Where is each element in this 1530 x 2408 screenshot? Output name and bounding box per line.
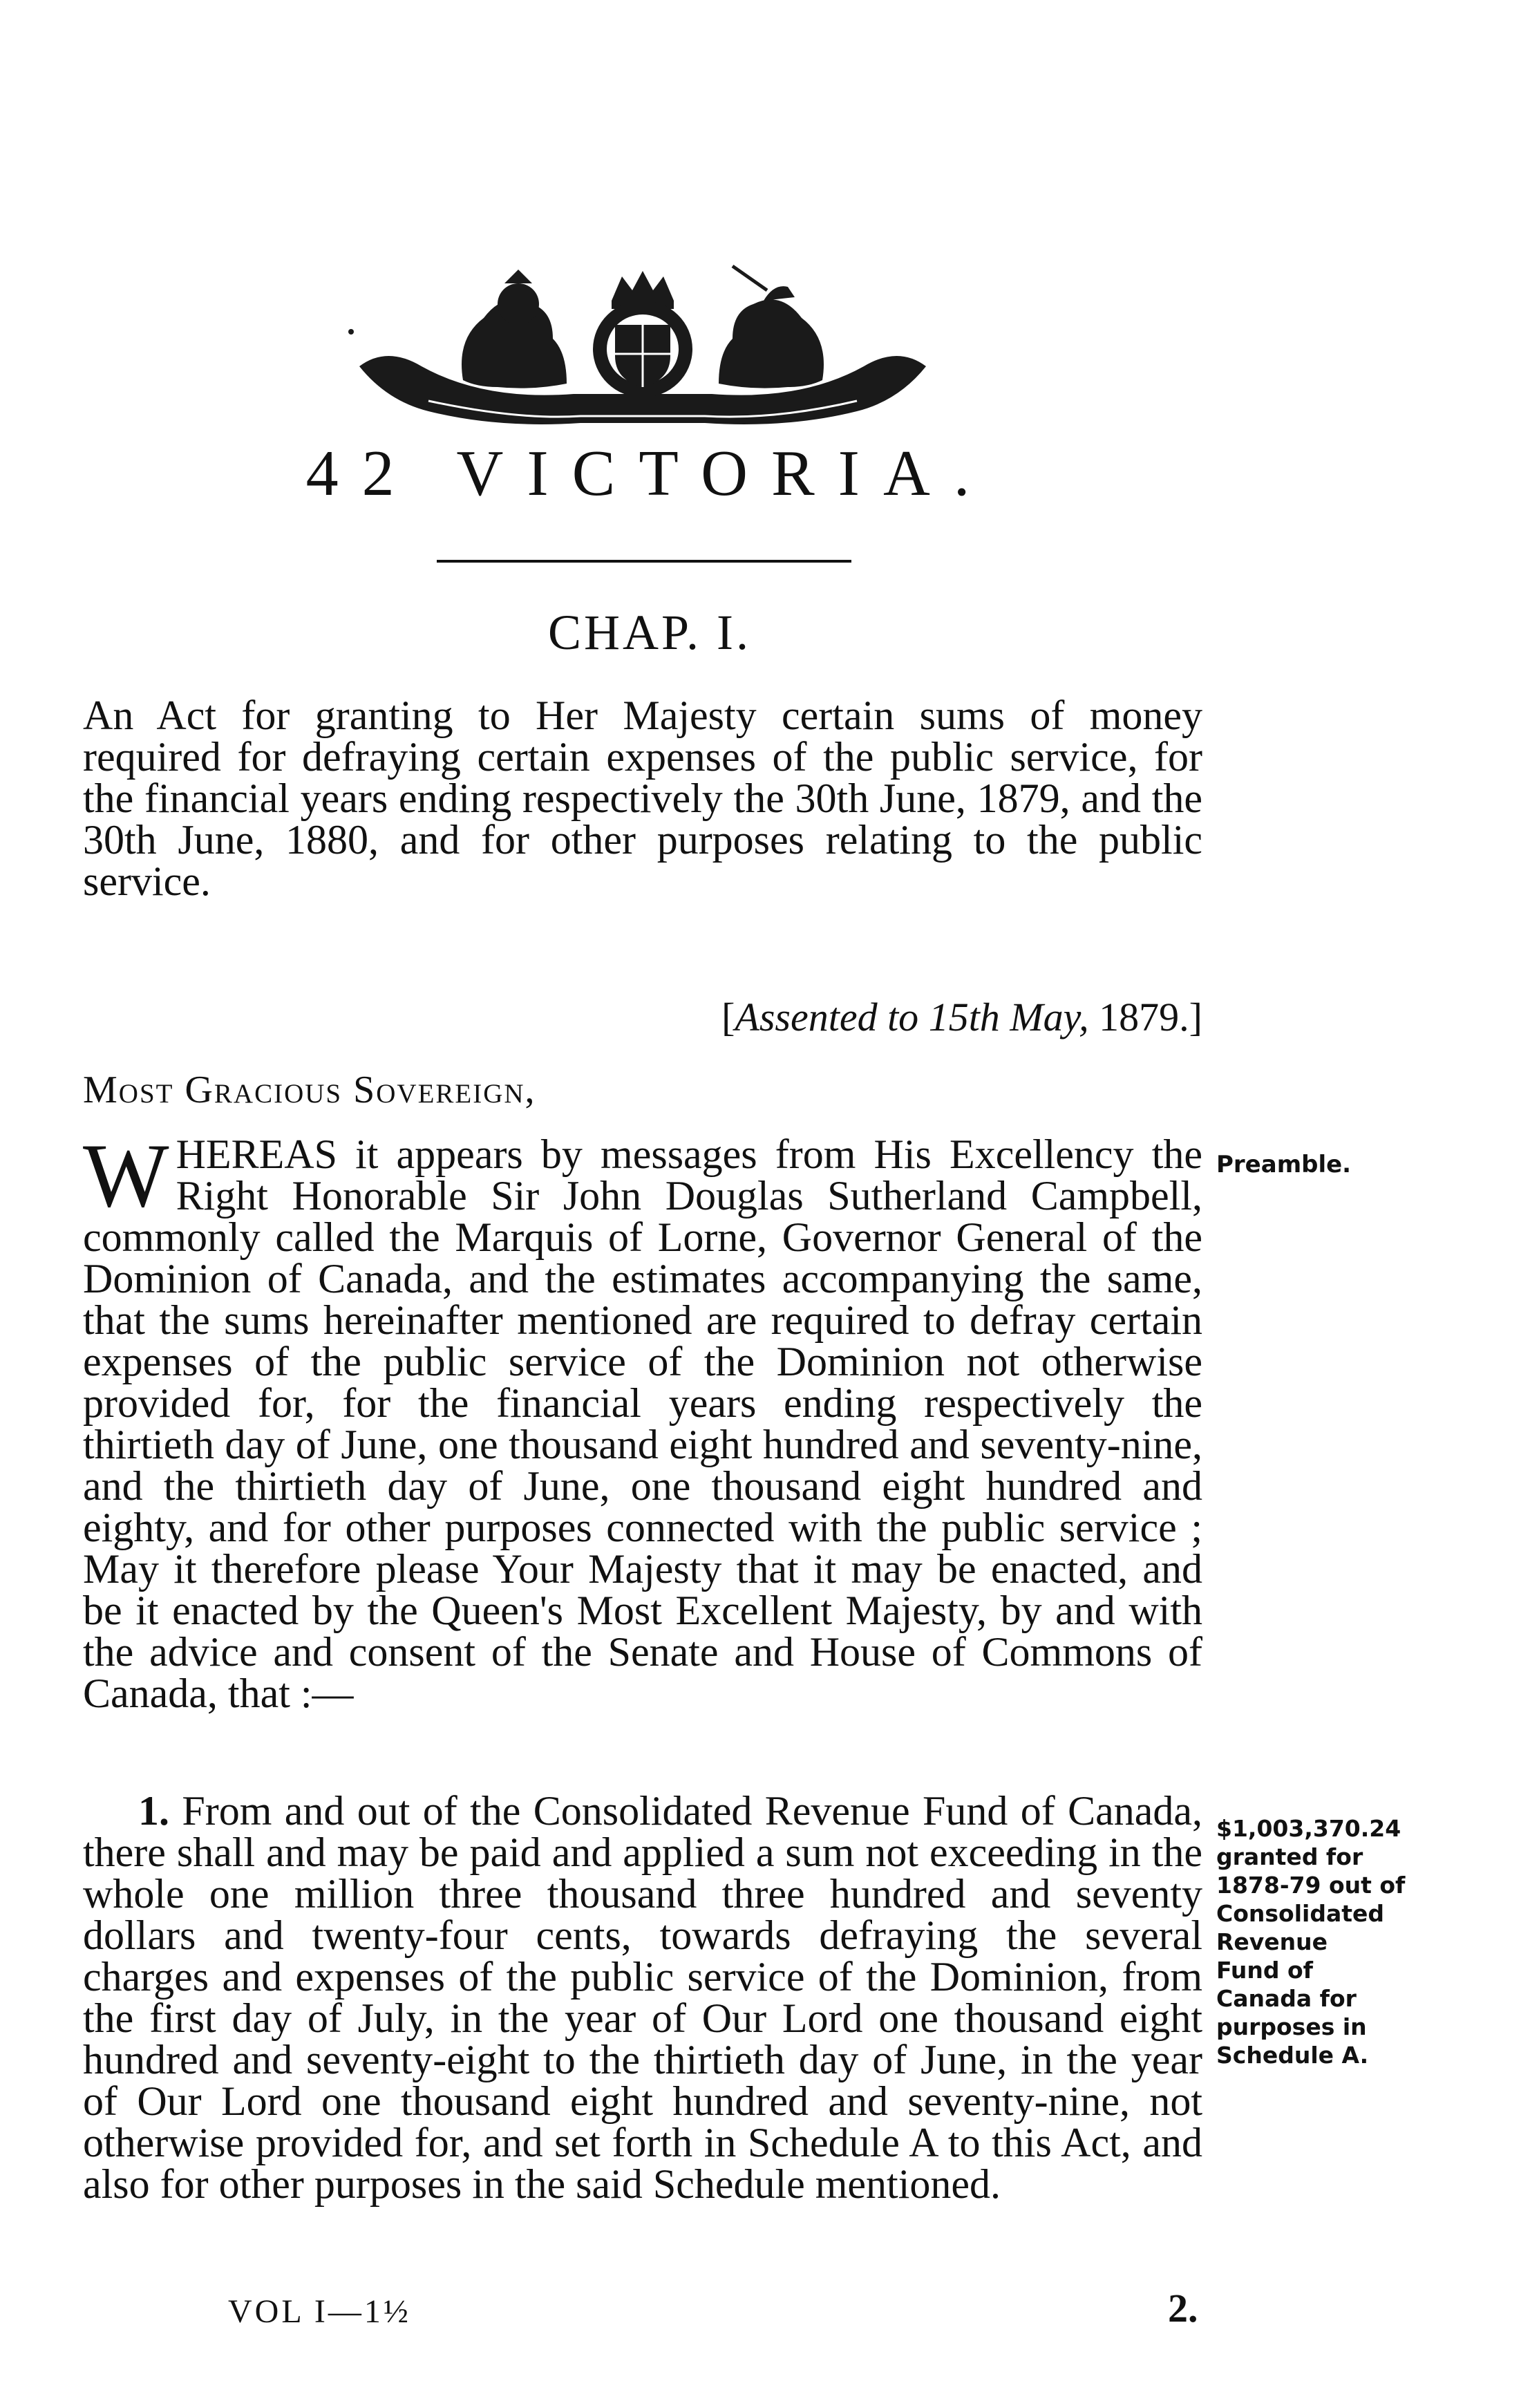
preamble-text: HEREAS it appears by messages from His Excellency the Right Honorable Sir John Douglas Sutherland Campbell, commonly called the Marquis of Lorne, Governor General of the Dominion of Canada, and the estimates accompanying the same, that the sums hereinafter mentioned are required to defray certain expenses of the public service of the Dominion not otherwise provided for, for the financial years ending respectively the thirtieth day of June, one thousand eight hundred and seventy-nine, and the thirtieth day of June, one thousand eight hundred and eighty, and for other purposes connected with the public service ; May it therefore please Your Majesty that it may be enacted, and be it enacted by the Queen's Most Excellent Majesty, by and with the advice and consent of the Senate and House of Commons of Canada, that :— [83, 1131, 1202, 1716]
assent-day: 15th [928, 995, 1000, 1040]
catchword: 2. [1168, 2286, 1198, 2331]
royal-coat-of-arms-emblem [346, 263, 940, 435]
section-1-text: From and out of the Consolidated Revenue Fund of Canada, there shall and may be paid and applied a sum not exceeding in the whole one million three thousand three hundred and seventy dollars and twenty-four cents, towards defraying the several charges and expenses of the public service of the Dominion, from the first day of July, in the year of Our Lord one thousand eight hundred and seventy-eight to the thirtieth day of June, in the year of Our Lord one thousand eight hundred and seventy-nine, not otherwise provided for, and set forth in Schedule A to this Act, and also for other purposes in the said Schedule mentioned. [83, 1788, 1202, 2207]
margin-note-line: Revenue [1216, 1928, 1328, 1955]
salutation: Most Gracious Sovereign, [83, 1069, 536, 1111]
assent-year: 1879.] [1099, 995, 1202, 1040]
margin-note-line: 1878-79 out of [1216, 1872, 1406, 1899]
act-long-title-text: An Act for granting to Her Majesty certain sums of money required for defraying certain expenses of the public service, for the financial years ending respectively the 30th June, 1879, and the 30th June, 1880, and for other purposes relating to the public service. [83, 693, 1202, 904]
assent-date [594, 995, 1202, 1040]
assent-label: Assented to [735, 995, 919, 1040]
margin-note-line: Consolidated [1216, 1900, 1384, 1927]
margin-note-preamble: Preamble. [1216, 1151, 1352, 1178]
preamble-drop-cap: W [83, 1125, 169, 1226]
margin-note-line: purposes in [1216, 2013, 1367, 2040]
margin-note-grant [1216, 1814, 1437, 2069]
title-divider [437, 560, 851, 563]
assent-month: May, [1010, 995, 1089, 1040]
assent-bracket: [ [721, 995, 735, 1040]
signature-mark: VOL I—1½ [228, 2293, 411, 2330]
margin-note-line: Fund of [1216, 1957, 1314, 1984]
statute-title: 42 VICTORIA. [305, 438, 994, 509]
section-number: 1. [138, 1788, 169, 1834]
preamble-paragraph [83, 1125, 1202, 1716]
section-1-paragraph [83, 1790, 1202, 2205]
act-long-title [83, 695, 1202, 902]
margin-note-line: granted for [1216, 1843, 1363, 1870]
chapter-heading: CHAP. I. [547, 605, 752, 660]
margin-note-line: Canada for [1216, 1985, 1357, 2012]
margin-note-line: Schedule A. [1216, 2042, 1369, 2069]
margin-note-line: $1,003,370.24 [1216, 1815, 1401, 1842]
